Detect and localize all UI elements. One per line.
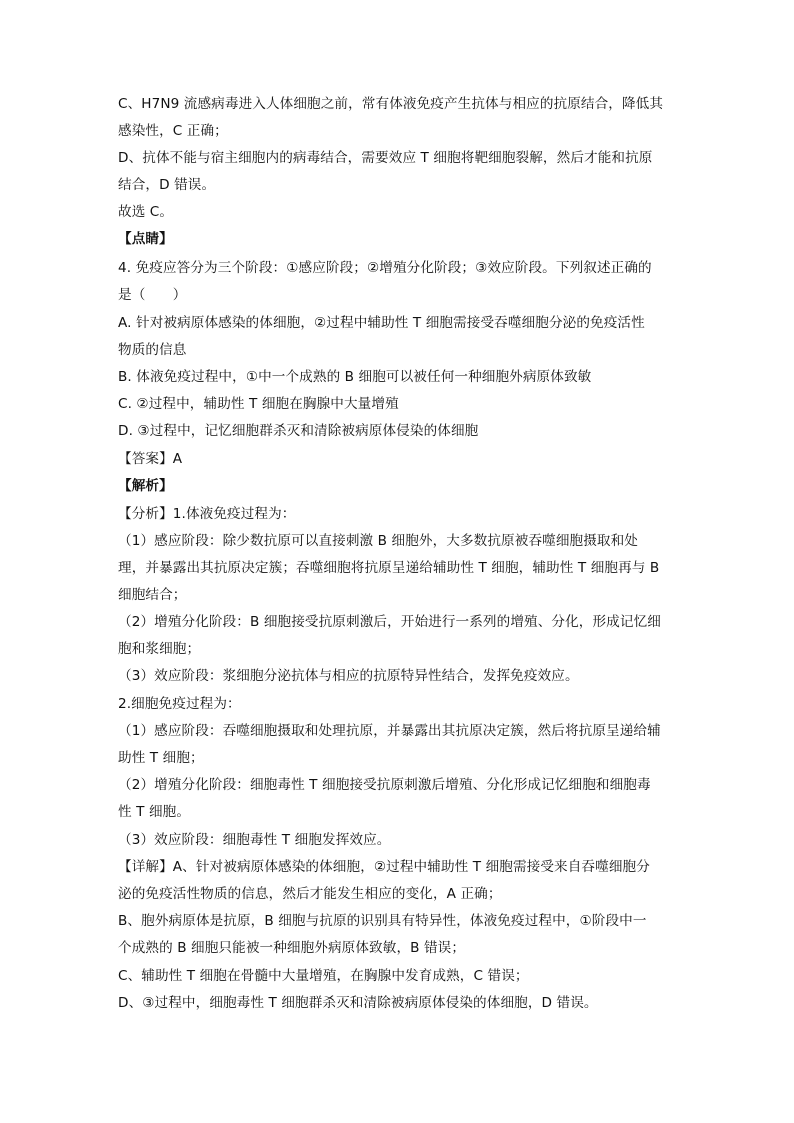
analysis-line: 2.细胞免疫过程为： [118, 696, 241, 712]
question-stem: 是（ ） [118, 287, 187, 303]
analysis-line: （3）效应阶段：细胞毒性 T 细胞发挥效应。 [118, 832, 391, 848]
question-stem: 4. 免疫应答分为三个阶段：①感应阶段；②增殖分化阶段；③效应阶段。下列叙述正确的 [118, 260, 652, 276]
analysis-line: 胞和浆细胞； [118, 641, 201, 657]
detail-line: 泌的免疫活性物质的信息，然后才能发生相应的变化，A 正确； [118, 886, 502, 902]
option-a: 物质的信息 [118, 342, 187, 358]
detail-line: 个成熟的 B 细胞只能被一种细胞外病原体致敏，B 错误； [118, 940, 466, 956]
analysis-line: 细胞结合； [118, 587, 187, 603]
analysis-line: （3）效应阶段：浆细胞分泌抗体与相应的抗原特异性结合，发挥免疫效应。 [118, 668, 579, 684]
analysis-line: （1）感应阶段：除少数抗原可以直接刺激 B 细胞外，大多数抗原被吞噬细胞摄取和处 [118, 533, 638, 549]
option-d: D. ③过程中，记忆细胞群杀灭和清除被病原体侵染的体细胞 [118, 423, 479, 439]
option-b: B. 体液免疫过程中，①中一个成熟的 B 细胞可以被任何一种细胞外病原体致敏 [118, 369, 592, 385]
detail-line: D、③过程中，细胞毒性 T 细胞群杀灭和清除被病原体侵染的体细胞，D 错误。 [118, 995, 598, 1011]
text-line: 感染性，C 正确； [118, 123, 228, 139]
analysis-line: 【分析】1.体液免疫过程为： [118, 506, 296, 522]
analysis-line: （2）增殖分化阶段：B 细胞接受抗原刺激后，开始进行一系列的增殖、分化，形成记忆细 [118, 614, 661, 630]
analysis-line: 理，并暴露出其抗原决定簇；吞噬细胞将抗原呈递给辅助性 T 细胞，辅助性 T 细胞再与 B [118, 560, 660, 576]
analysis-line: （1）感应阶段：吞噬细胞摄取和处理抗原，并暴露出其抗原决定簇，然后将抗原呈递给辅 [118, 723, 661, 739]
text-line: 故选 C。 [118, 204, 174, 220]
option-a: A. 针对被病原体感染的体细胞，②过程中辅助性 T 细胞需接受吞噬细胞分泌的免疫活性 [118, 315, 645, 331]
text-line: C、H7N9 流感病毒进入人体细胞之前，常有体液免疫产生抗体与相应的抗原结合，降低其 [118, 96, 664, 112]
detail-line: B、胞外病原体是抗原，B 细胞与抗原的识别具有特异性，体液免疫过程中，①阶段中一 [118, 913, 647, 929]
text-line: 结合，D 错误。 [118, 177, 216, 193]
section-heading-dianjing: 【点睛】 [118, 231, 173, 247]
analysis-line: 性 T 细胞。 [118, 804, 191, 820]
answer-line: 【答案】A [118, 451, 183, 467]
section-heading-jiexi: 【解析】 [118, 478, 173, 494]
option-c: C. ②过程中，辅助性 T 细胞在胸腺中大量增殖 [118, 396, 399, 412]
analysis-line: 助性 T 细胞； [118, 750, 204, 766]
analysis-line: （2）增殖分化阶段：细胞毒性 T 细胞接受抗原刺激后增殖、分化形成记忆细胞和细胞毒 [118, 777, 651, 793]
detail-line: 【详解】A、针对被病原体感染的体细胞，②过程中辅助性 T 细胞需接受来自吞噬细胞分 [118, 859, 650, 875]
detail-line: C、辅助性 T 细胞在骨髓中大量增殖，在胸腺中发育成熟，C 错误； [118, 968, 529, 984]
text-line: D、抗体不能与宿主细胞内的病毒结合，需要效应 T 细胞将靶细胞裂解，然后才能和抗原 [118, 150, 653, 166]
